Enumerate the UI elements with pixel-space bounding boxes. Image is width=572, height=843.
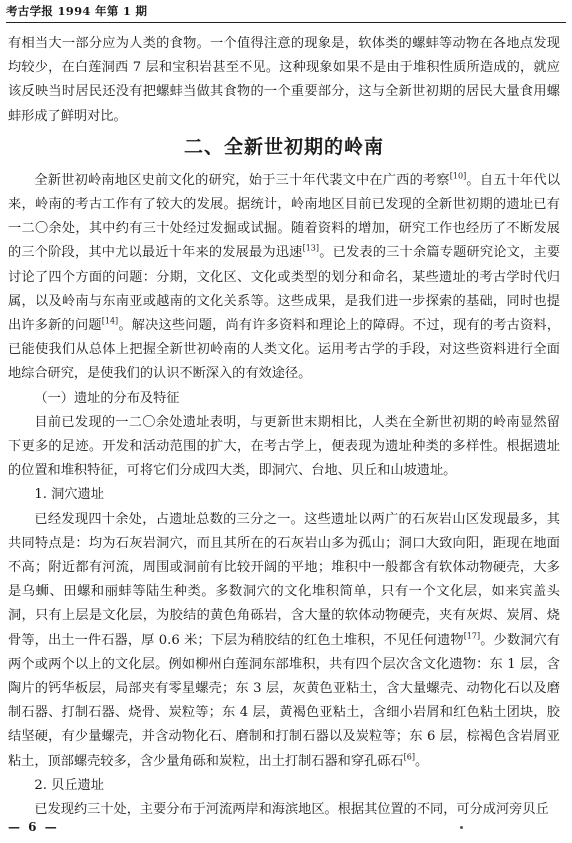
text-run: 。自五十年代以来，岭南的考古工作有了较大的发展。据统计，岭南地区目前已发现的全新世初期的遗址已有一二〇余处，其中约有三十处经过发掘或试掘。随着资料的增加，研究工作也经历了不断发展的三个阶段，其中尤以最近十年来的发展最为迅速 [8, 172, 561, 261]
paragraph-research-history [8, 169, 560, 387]
citation-ref: [6] [403, 752, 415, 762]
subsection-heading-shell-mound: 2. 贝丘遗址 [34, 777, 104, 793]
subsection-heading-cave: 1. 洞穴遗址 [34, 487, 104, 503]
text-run: 。已发表的三十余篇专题研究论文，主要讨论了四个方面的问题：分期，文化区、文化或类型的划分和命名，某些遗址的考古学时代归属，以及岭南与东南亚或越南的文化关系等。这些成果，是我们进一步探索的基础，同时也提出许多新的问题 [8, 245, 561, 334]
text-run: 。少数洞穴有两个或两个以上的文化层。例如柳州白莲洞东部堆积，共有四个层次含文化遗物：东 1 层，含陶片的钙华板层，局部夹有零星螺壳；东 3 层，灰黄色亚粘土，含大量螺壳、动物化石以及磨制石器、打制石器、烧骨、炭粒等；东 4 层，黄褐色亚粘土，含细小岩屑和红色粘土团块，胶结坚硬，有少量螺壳，并含动物化石、磨制和打制石器以及炭粒等；东 6 层，棕褐色含岩屑亚粘土，顶部螺壳较多，含少量角砾和炭粒，出土打制石器和穿孔砾石 [8, 632, 560, 769]
citation-ref: [17] [463, 631, 481, 641]
running-header [6, 3, 566, 23]
page-number: — 6 — [8, 820, 59, 834]
journal-title: 考古学报 1994 年第 1 期 [6, 4, 148, 18]
subsection-heading: （一）遗址的分布及特征 [34, 390, 180, 406]
text-run: 全新世初岭南地区史前文化的研究，始于三十年代裴文中在广西的考察 [34, 172, 450, 188]
paragraph-shell-mound: 已发现约三十处，主要分布于河流两岸和海滨地区。根据其位置的不同，可分成河旁贝丘 [34, 802, 549, 818]
section-title: 二、全新世初期的岭南 [183, 135, 384, 158]
citation-ref: [13] [302, 244, 319, 254]
text-run: 已经发现四十余处，占遗址总数的三分之一。这些遗址以两广的石灰岩山区发现最多，其共同特点是：均为石灰岩洞穴，而且其所在的石灰岩山多为孤山；洞口大致向阳，距现在地面不高；附近都有河流，周围或洞前有比较开阔的平地；堆积中一般都含有软体动物硬壳，大多是乌蛳、田螺和丽蚌等陆生种类。多数洞穴的文化堆积简单，只有一个文化层，如来宾盖头洞，只有上层是文化层，为胶结的黄色角砾岩，含大量的软体动物硬壳，夹有灰烬、炭屑、烧骨等，出土一件石器，厚 0.6 米；下层为稍胶结的红色土堆积，不见任何遗物 [8, 511, 560, 648]
text-run: 。 [414, 753, 429, 769]
citation-ref: [14] [101, 316, 119, 326]
text-run: 。解决这些问题，尚有许多资料和理论上的障碍。不过，现有的考古资料，已能使我们从总体上把握全新世初岭南的人类文化。运用考古学的手段，对这些资料进行全面地综合研究，是使我们的认识不断深入的有效途径。 [8, 318, 561, 382]
scan-mark [460, 826, 463, 829]
paragraph-distribution: 目前已发现的一二〇余处遗址表明，与更新世末期相比，人类在全新世初期的岭南显然留下更多的足迹。开发和活动范围的扩大，在考古学上，便表现为遗址种类的多样性。根据遗址的位置和堆积特征，可将它们分成四大类，即洞穴、台地、贝丘和山坡遗址。 [8, 414, 560, 479]
article-body [8, 32, 560, 822]
citation-ref: [10] [449, 171, 467, 181]
paragraph-intro: 有相当大一部分应为人类的食物。一个值得注意的现象是，软体类的螺蚌等动物在各地点发现均较少，在白莲洞西 7 层和宝积岩甚至不见。这种现象如果不是由于堆积性质所造成的，就应该反映当时居民还没有把螺蚌当做其食物的一个重要部分，这与全新世初期的居民大量食用螺蚌形成了鲜明对比。 [8, 36, 560, 124]
paragraph-cave-sites [8, 508, 560, 774]
